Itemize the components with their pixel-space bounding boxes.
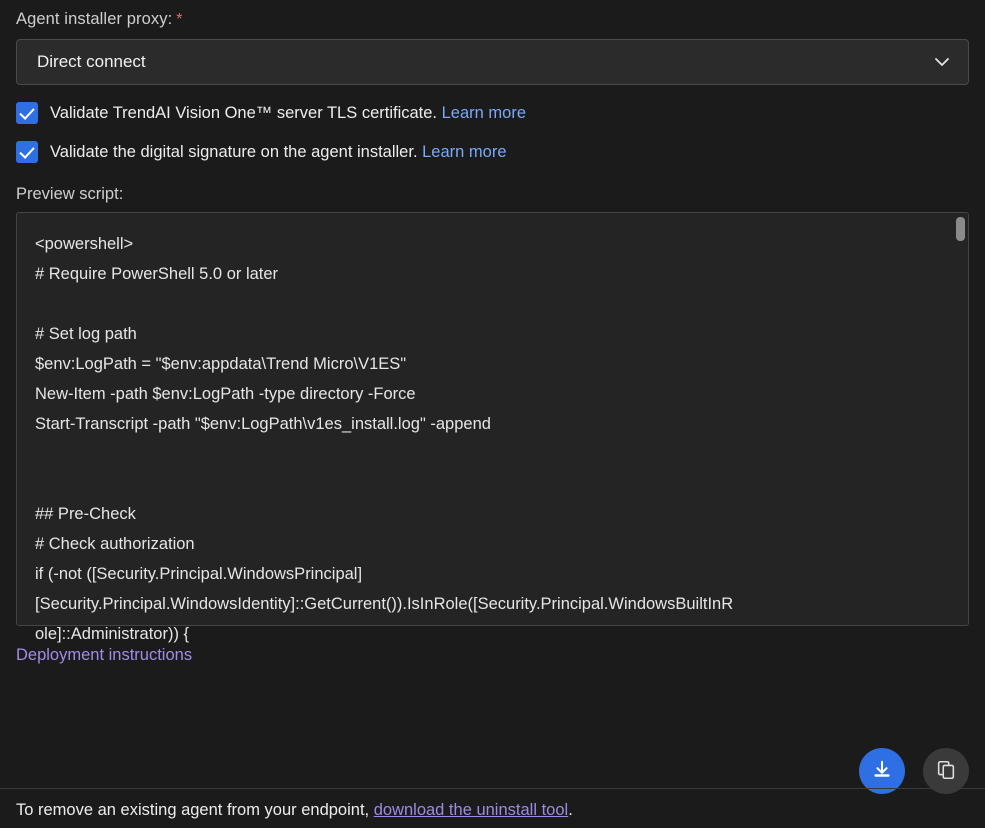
code-line: <powershell>	[35, 235, 134, 253]
chevron-down-icon	[932, 40, 952, 84]
code-line	[35, 469, 946, 499]
uninstall-text-before: To remove an existing agent from your endpoint,	[16, 801, 374, 819]
tls-validation-label	[50, 102, 526, 124]
code-line: # Check authorization	[35, 535, 195, 553]
uninstall-text-after: .	[568, 801, 573, 819]
preview-scrollbar[interactable]	[956, 217, 965, 621]
preview-script-box[interactable]	[16, 212, 969, 643]
preview-script-label: Preview script:	[16, 185, 124, 203]
code-line	[35, 289, 946, 319]
code-line: [Security.Principal.WindowsIdentity]::GetCurrent()).IsInRole([Security.Principal.WindowsBuiltInR	[35, 595, 734, 613]
code-line: New-Item -path $env:LogPath -type directory -Force	[35, 385, 416, 403]
uninstall-tool-link[interactable]: download the uninstall tool	[373, 801, 569, 819]
code-line: ole]::Administrator)) {	[35, 625, 190, 643]
footer-divider	[0, 788, 985, 789]
code-line: ## Pre-Check	[35, 505, 136, 523]
copy-icon	[935, 759, 957, 784]
deployment-instructions-link[interactable]: Deployment instructions	[16, 646, 193, 664]
tls-validation-checkbox[interactable]	[16, 102, 38, 124]
tls-learn-more-link[interactable]: Learn more	[441, 104, 527, 122]
preview-scrollbar-thumb[interactable]	[956, 217, 965, 241]
proxy-select-value: Direct connect	[37, 52, 146, 71]
signature-validation-checkbox[interactable]	[16, 141, 38, 163]
signature-validation-row	[16, 141, 969, 163]
code-line: # Require PowerShell 5.0 or later	[35, 265, 279, 283]
tls-validation-text: Validate TrendAI Vision One™ server TLS certificate.	[50, 104, 438, 122]
signature-validation-label	[50, 141, 507, 163]
required-indicator: *	[176, 11, 183, 28]
signature-learn-more-link[interactable]: Learn more	[422, 143, 507, 161]
tls-validation-row	[16, 102, 969, 124]
code-line: Start-Transcript -path "$env:LogPath\v1es_install.log" -append	[35, 415, 491, 433]
code-line: $env:LogPath = "$env:appdata\Trend Micro\V1ES"	[35, 355, 407, 373]
proxy-field-label	[16, 0, 969, 31]
code-line	[35, 439, 946, 469]
uninstall-footer	[16, 798, 969, 822]
code-line: if (-not ([Security.Principal.WindowsPrincipal]	[35, 565, 363, 583]
preview-script-content	[17, 213, 968, 643]
proxy-label-text: Agent installer proxy:	[16, 10, 173, 28]
proxy-select[interactable]	[16, 39, 969, 85]
signature-validation-text: Validate the digital signature on the agent installer.	[50, 143, 418, 161]
download-icon	[871, 759, 893, 784]
code-line: # Set log path	[35, 325, 137, 343]
